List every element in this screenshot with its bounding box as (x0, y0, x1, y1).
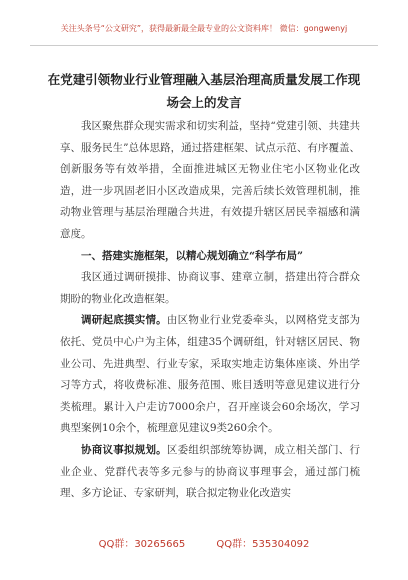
item-2-paragraph (60, 440, 360, 505)
document-body (60, 116, 360, 505)
document-title-line-1: 在党建引领物业行业管理融入基层治理高质量发展工作现 (47, 72, 361, 87)
footer-qq-group-1: QQ群：30265665 (98, 539, 186, 550)
item-1-paragraph (60, 310, 360, 440)
item-1-lead: 调研起底摸实情。 (81, 314, 167, 327)
footer-qq-group-2: QQ群：535304092 (216, 539, 310, 550)
item-1-text: 由区物业行业党委牵头，以网格党支部为依托、党员中心户为主体，组建35个调研组，针对辖区居民、物业公司、先进典型、行业专家，采取实地走访集体座谈、外出学习等方式，将收费标准、服务范围、账目透明等意见建议进行分类梳理。累计入户走访7000余户，召开座谈会60余场次，学习典型案例10余个，梳理意见建议9类260余个。 (60, 314, 361, 435)
document-title-line-2: 场会上的发言 (166, 95, 242, 110)
item-2-text: 区委组织部统筹协调，成立相关部门、行业企业、党群代表等多元参与的协商议事理事会，通过部门梳理、多方论证、专家研判，联合拟定物业化改造实 (60, 443, 361, 500)
section-1-heading: 一、搭建实施框架，以精心规划确立“科学布局” (81, 249, 304, 262)
header-promo-note: 关注头条号“公文研究”，获得最新最全最专业的公文资料库！ 微信：gongwenyj (60, 24, 348, 33)
intro-paragraph: 我区聚焦群众现实需求和切实利益，坚持“党建引领、共建共享、服务民生”总体思路，通过搭建框架、试点示范、有序覆盖、创新服务等有效举措，全面推进城区无物业住宅小区物业化改造，进一步巩固老旧小区改造成果，完善后续长效管理机制，推动物业管理与基层治理融合共进，有效提升辖区居民幸福感和满意度。 (60, 120, 360, 240)
item-2-lead: 协商议事拟规划。 (81, 443, 167, 456)
footer-contact (0, 535, 408, 550)
header-divider (30, 45, 378, 46)
section-1-paragraph: 我区通过调研摸排、协商议事、建章立制，搭建出符合群众期盼的物业化改造框架。 (60, 271, 360, 305)
